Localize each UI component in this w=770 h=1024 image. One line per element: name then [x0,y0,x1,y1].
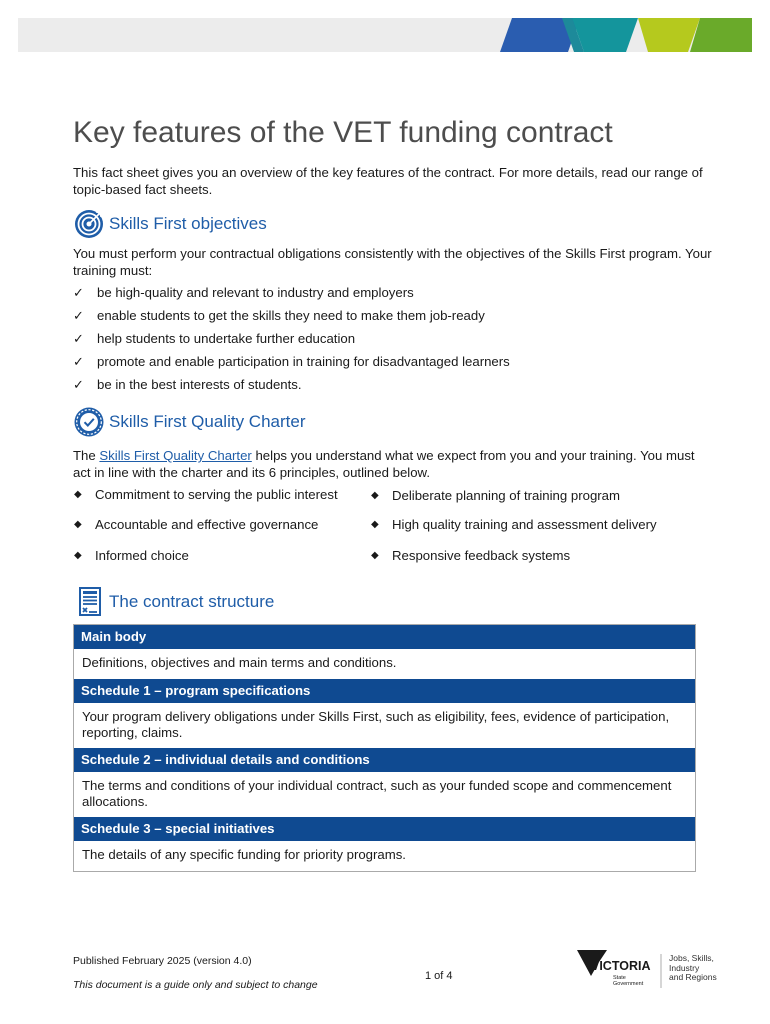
disclaimer: This document is a guide only and subject to change [73,979,318,991]
diamond-bullet-icon: ◆ [371,519,379,530]
quality-charter-link[interactable]: Skills First Quality Charter [99,448,252,463]
list-item: ✓ promote and enable participation in training for disadvantaged learners [73,353,713,376]
objectives-heading: Skills First objectives [109,214,267,233]
structure-heading: The contract structure [109,592,275,611]
table-row-header: Schedule 3 – special initiatives [74,817,695,841]
target-icon [73,208,105,240]
objectives-list [73,284,713,399]
department-name: Jobs, Skills, Industry and Regions [669,953,717,982]
page-number: 1 of 4 [425,970,453,982]
checkmark-icon: ✓ [73,331,84,346]
list-item: ◆ Commitment to serving the public interest [74,487,338,502]
logo-wordmark: VICTORIA [591,959,651,973]
diamond-bullet-icon: ◆ [74,519,82,530]
list-item: ◆ Informed choice [74,548,189,563]
table-row: Definitions, objectives and main terms and conditions. [74,649,695,679]
logo-sub-state: State [613,975,626,981]
list-item: ◆ High quality training and assessment delivery [371,517,657,532]
checkmark-icon: ✓ [73,308,84,323]
table-row-header: Main body [74,625,695,649]
list-item: ✓ help students to undertake further education [73,330,713,353]
page-title: Key features of the VET funding contract [73,116,613,149]
objectives-heading-row [73,207,267,241]
checkmark-icon: ✓ [73,285,84,300]
header-stripes [500,18,752,52]
diamond-bullet-icon: ◆ [371,490,379,501]
charter-paragraph: The Skills First Quality Charter helps you understand what we expect from you and your training. You must act in line with the charter and its 6 principles, outlined below. [73,448,695,480]
badge-check-icon [73,406,105,438]
contract-document-icon [73,586,105,618]
list-item: ✓ enable students to get the skills they need to make them job-ready [73,307,713,330]
objectives-intro: You must perform your contractual obligations consistently with the objectives of the Skills First program. Your training must: [73,246,712,278]
table-row: Your program delivery obligations under Skills First, such as eligibility, fees, evidence of participation, reporting, claims. [74,703,695,748]
diamond-bullet-icon: ◆ [74,489,82,500]
logo-sub-government: Government [613,981,644,987]
table-row-header: Schedule 1 – program specifications [74,679,695,703]
published-note: Published February 2025 (version 4.0) [73,955,252,967]
diamond-bullet-icon: ◆ [74,550,82,561]
structure-heading-row [73,585,274,619]
charter-heading-row [73,405,305,439]
intro-paragraph: This fact sheet gives you an overview of the key features of the contract. For more details, read our range of topic-based fact sheets. [73,165,703,197]
list-item: ◆ Accountable and effective governance [74,517,319,532]
list-item: ◆ Deliberate planning of training program [371,488,620,503]
table-row-header: Schedule 2 – individual details and conditions [74,748,695,772]
checkmark-icon: ✓ [73,377,84,392]
list-item: ✓ be high-quality and relevant to industry and employers [73,284,713,307]
contract-structure-table [73,624,696,872]
diamond-bullet-icon: ◆ [371,550,379,561]
list-item: ✓ be in the best interests of students. [73,376,713,399]
checkmark-icon: ✓ [73,354,84,369]
charter-heading: Skills First Quality Charter [109,412,306,431]
table-row: The details of any specific funding for priority programs. [74,841,695,871]
list-item: ◆ Responsive feedback systems [371,548,571,563]
table-row: The terms and conditions of your individual contract, such as your funded scope and commencement allocations. [74,772,695,817]
